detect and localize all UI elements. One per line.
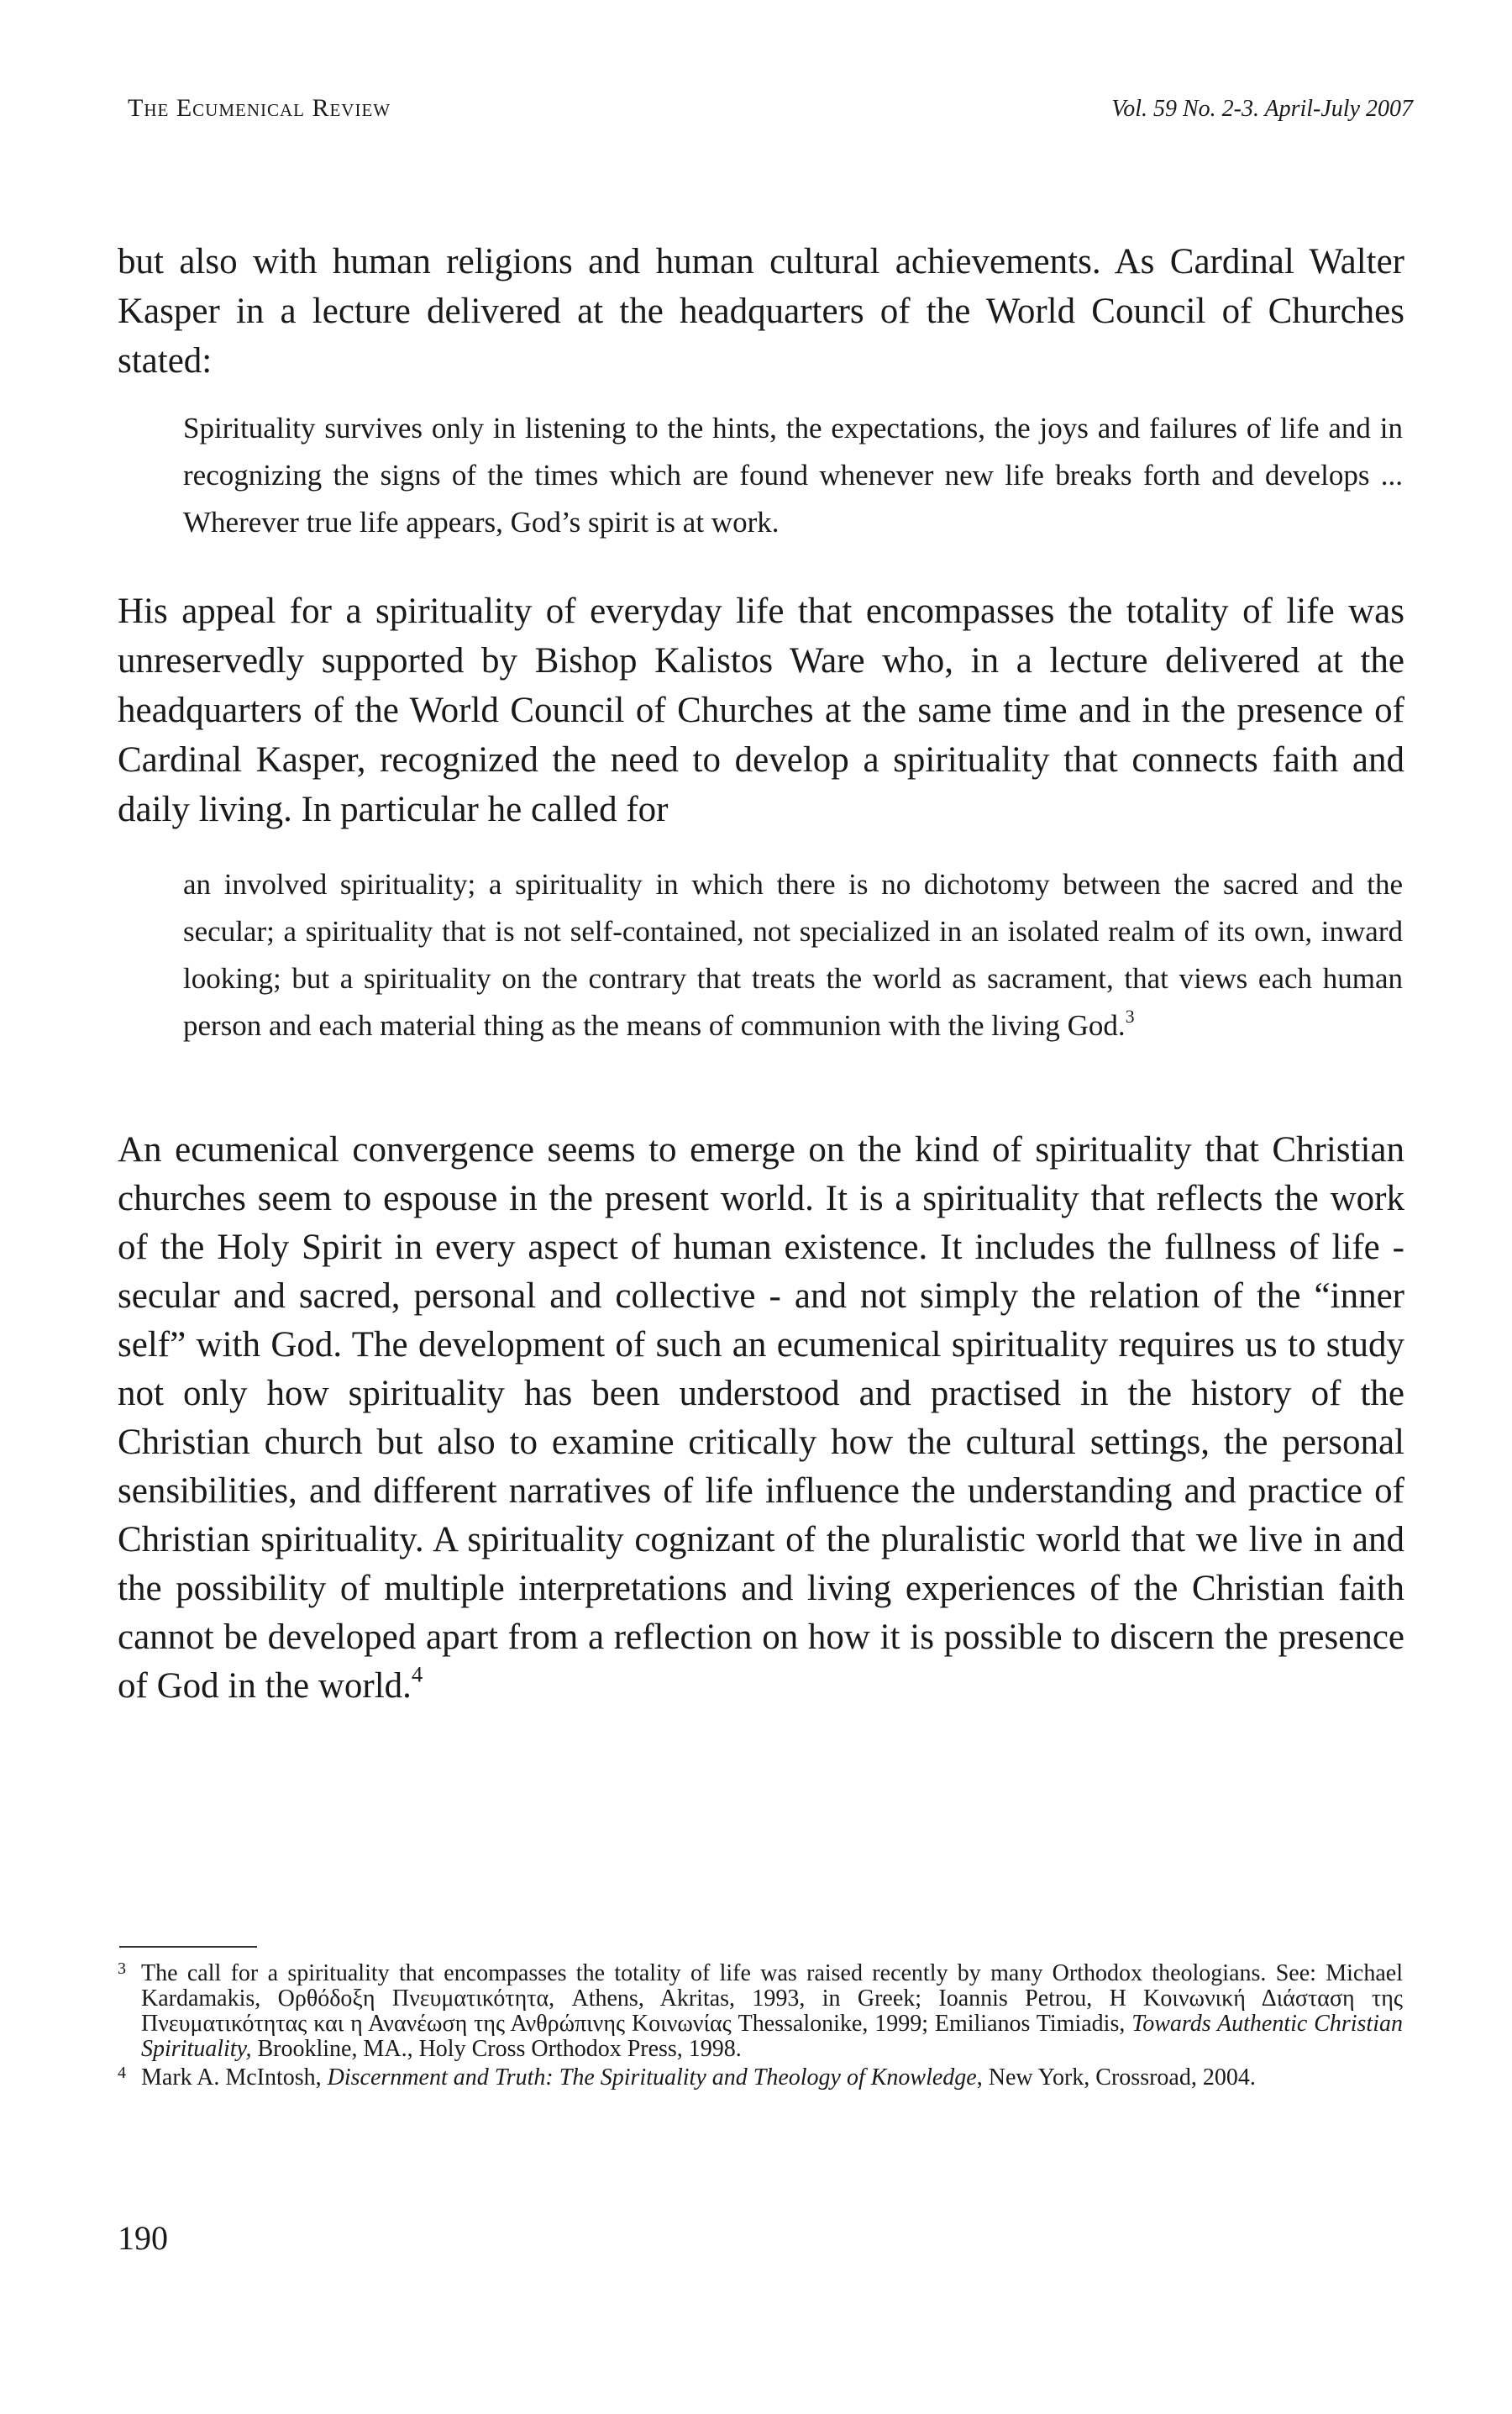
block-quote-kasper: [183, 405, 1403, 546]
footnote-ref-4[interactable]: 4: [411, 1661, 423, 1687]
footnote-text-end: , New York, Crossroad, 2004.: [976, 2064, 1256, 2091]
footnote-number: 4: [118, 2064, 126, 2082]
footnote-book-title: Towards Authentic Christian Spirituality,: [141, 2011, 1403, 2062]
paragraph-2-text: His appeal for a spirituality of everyday life that encompasses the totality of life was unreservedly supported by Bishop Kalistos Ware who, in a lecture delivered at the headquarters of the World Council of Churches at the same time and in the presence of Cardinal Kasper, recognized the need to develop a spirituality that connects faith and daily living. In particular he called for: [118, 592, 1404, 829]
footnote-ref-3[interactable]: 3: [1125, 1006, 1135, 1027]
paragraph-1-text: but also with human religions and human cultural achievements. As Cardinal Walter Kasper in a lecture delivered at the headquarters of the World Council of Churches stated:: [118, 242, 1404, 381]
footnotes: [118, 1961, 1403, 2094]
footnote-text-end: Brookline, MA., Holy Cross Orthodox Press, 1998.: [251, 2036, 742, 2062]
body-paragraph-2: [118, 586, 1404, 834]
issue-info: Vol. 59 No. 2-3. April-July 2007: [1111, 96, 1413, 122]
running-head: [0, 94, 1512, 128]
journal-title: The Ecumenical Review: [128, 94, 391, 122]
footnote-text: Mark A. McIntosh,: [141, 2064, 328, 2091]
footnote-divider: [119, 1946, 257, 1948]
paragraph-3-text: An ecumenical convergence seems to emerge on the kind of spirituality that Christian churches seem to espouse in the present world. It is a spirituality that reflects the work of the Holy Spirit in every aspect of human existence. It includes the fullness of life -secular and sacred, personal and collective - and not simply the relation of the “inner self” with God. The development of such an ecumenical spirituality requires us to study not only how spirituality has been understood and practised in the history of the Christian church but also to examine critically how the cultural settings, the personal sensibilities, and different narratives of life influence the understanding and practice of Christian spirituality. A spirituality cognizant of the pluralistic world that we live in and the possibility of multiple interpretations and living experiences of the Christian faith cannot be developed apart from a reflection on how it is possible to discern the presence of God in the world.: [118, 1130, 1404, 1706]
block-quote-ware: [183, 861, 1403, 1049]
quote-2-text: an involved spirituality; a spirituality in which there is no dichotomy between the sacred and the secular; a spirituality that is not self-contained, not specialized in an isolated realm of its own, inward looking; but a spirituality on the contrary that treats the world as sacrament, that views each human person and each material thing as the means of communion with the living God.: [183, 868, 1403, 1042]
footnote-text: The call for a spirituality that encompasses the totality of life was raised recently by many Orthodox theologians. See: Michael Kardamakis, Ορθόδοξη Πνευματικότητα, Athens, Akritas, 1993, in Greek; Ioannis Petrou, Η Κοινωνική Διάσταση της Πνευματικότητας και η Ανανέωση της Ανθρώπινης Κοινωνίας Thessalonike, 1999; Emilianos Timiadis,: [141, 1960, 1403, 2037]
footnote-4: [118, 2065, 1403, 2091]
footnote-book-title: Discernment and Truth: The Spirituality and Theology of Knowledge: [327, 2064, 977, 2091]
footnote-3: [118, 1961, 1403, 2062]
body-paragraph-3: [118, 1126, 1404, 1711]
page-number: 190: [118, 2219, 168, 2257]
quote-1-text: Spirituality survives only in listening to the hints, the expectations, the joys and failures of life and in recognizing the signs of the times which are found whenever new life breaks forth and develops ... Wherever true life appears, God’s spirit is at work.: [183, 412, 1403, 539]
body-paragraph-1: [118, 237, 1404, 386]
footnote-number: 3: [118, 1959, 126, 1978]
